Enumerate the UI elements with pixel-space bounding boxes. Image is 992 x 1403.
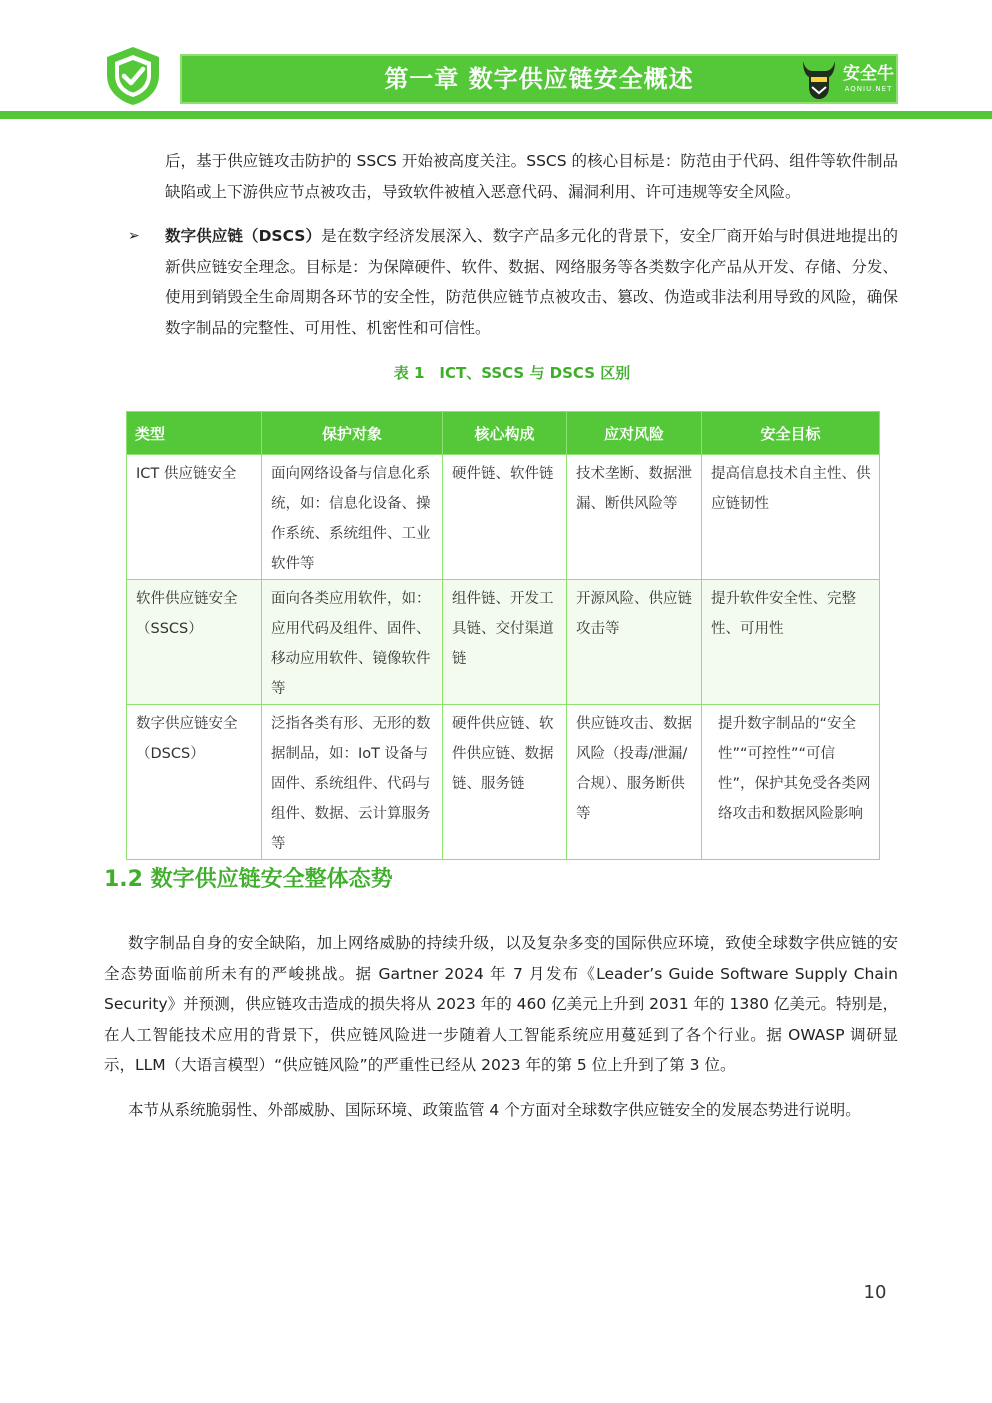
paragraph-overall-situation: 数字制品自身的安全缺陷，加上网络威胁的持续升级，以及复杂多变的国际供应环境，致使全球数字供应链的安全态势面临前所未有的严峻挑战。据 Gartner 2024 年 7 月发布《Leader’s Guide Software Supply Chain Security》并预测，供应链攻击造成的损失将从 2023 年的 460 亿美元上升到 2031 年的 1380 亿美元。特别是，在人工智能技术应用的背景下，供应链风险进一步随着人工智能系统应用蔓延到了各个行业。据 OWASP 调研显示，LLM（大语言模型）“供应链风险”的严重性已经从 2023 年的第 5 位上升到了第 3 位。	[104, 934, 898, 1074]
table-cell: 面向网络设备与信息化系统，如：信息化设备、操作系统、系统组件、工业软件等	[262, 455, 443, 580]
table-row	[127, 705, 880, 860]
page-number: 10	[863, 1282, 887, 1303]
column-header: 核心构成	[443, 412, 567, 455]
table-cell: 面向各类应用软件，如：应用代码及组件、固件、移动应用软件、镜像软件等	[262, 580, 443, 705]
table-row	[127, 455, 880, 580]
section-heading: 1.2 数字供应链安全整体态势	[104, 867, 393, 892]
table-cell: 泛指各类有形、无形的数据制品，如：IoT 设备与固件、系统组件、代码与组件、数据、云计算服务等	[262, 705, 443, 860]
table-cell: 软件供应链安全（SSCS）	[127, 580, 262, 705]
chapter-title: 第一章 数字供应链安全概述	[384, 65, 694, 93]
table-row	[127, 580, 880, 705]
brand-logo	[799, 56, 894, 102]
bull-head-icon	[799, 57, 839, 101]
table-cell: 硬件链、软件链	[443, 455, 567, 580]
table-cell: 开源风险、供应链攻击等	[567, 580, 702, 705]
table-cell: 数字供应链安全（DSCS）	[127, 705, 262, 860]
paragraph-sscs: 后，基于供应链攻击防护的 SSCS 开始被高度关注。SSCS 的核心目标是：防范由于代码、组件等软件制品缺陷或上下游供应节点被攻击，导致软件被植入恶意代码、漏洞利用、许可违规等安全风险。	[165, 152, 898, 201]
brand-domain: AQNIU.NET	[844, 85, 893, 93]
table-cell: 组件链、开发工具链、交付渠道链	[443, 580, 567, 705]
column-header: 类型	[127, 412, 262, 455]
table-cell: 提高信息技术自主性、供应链韧性	[702, 455, 880, 580]
table-caption: 表 1 ICT、SSCS 与 DSCS 区别	[393, 364, 631, 382]
table-cell: 供应链攻击、数据风险（投毒/泄漏/合规）、服务断供等	[567, 705, 702, 860]
paragraph-section-intro: 本节从系统脆弱性、外部威胁、国际环境、政策监管 4 个方面对全球数字供应链安全的发展态势进行说明。	[128, 1101, 861, 1119]
chapter-header-bar	[180, 54, 898, 104]
dscs-definition: 是在数字经济发展深入、数字产品多元化的背景下，安全厂商开始与时俱进地提出的新供应链安全理念。目标是：为保障硬件、软件、数据、网络服务等各类数字化产品从开发、存储、分发、使用到销毁全生命周期各环节的安全性，防范供应链节点被攻击、篡改、伪造或非法利用导致的风险，确保数字制品的完整性、可用性、机密性和可信性。	[165, 227, 898, 337]
table-cell: 技术垄断、数据泄漏、断供风险等	[567, 455, 702, 580]
brand-name: 安全牛	[843, 64, 894, 84]
table-cell: 提升软件安全性、完整性、可用性	[702, 580, 880, 705]
table-cell: 硬件供应链、软件供应链、数据链、服务链	[443, 705, 567, 860]
comparison-table	[126, 411, 880, 860]
bullet-arrow-icon: ➢	[128, 228, 140, 244]
column-header: 保护对象	[262, 412, 443, 455]
shield-check-icon	[104, 45, 162, 107]
dscs-term: 数字供应链（DSCS）	[165, 227, 322, 245]
table-header-row	[127, 412, 880, 455]
table-cell: 提升数字制品的“安全性”“可控性”“可信性”，保护其免受各类网络攻击和数据风险影响	[702, 705, 880, 860]
table-cell: ICT 供应链安全	[127, 455, 262, 580]
paragraph-dscs	[165, 221, 898, 343]
column-header: 应对风险	[567, 412, 702, 455]
column-header: 安全目标	[702, 412, 880, 455]
header-divider	[0, 111, 992, 119]
